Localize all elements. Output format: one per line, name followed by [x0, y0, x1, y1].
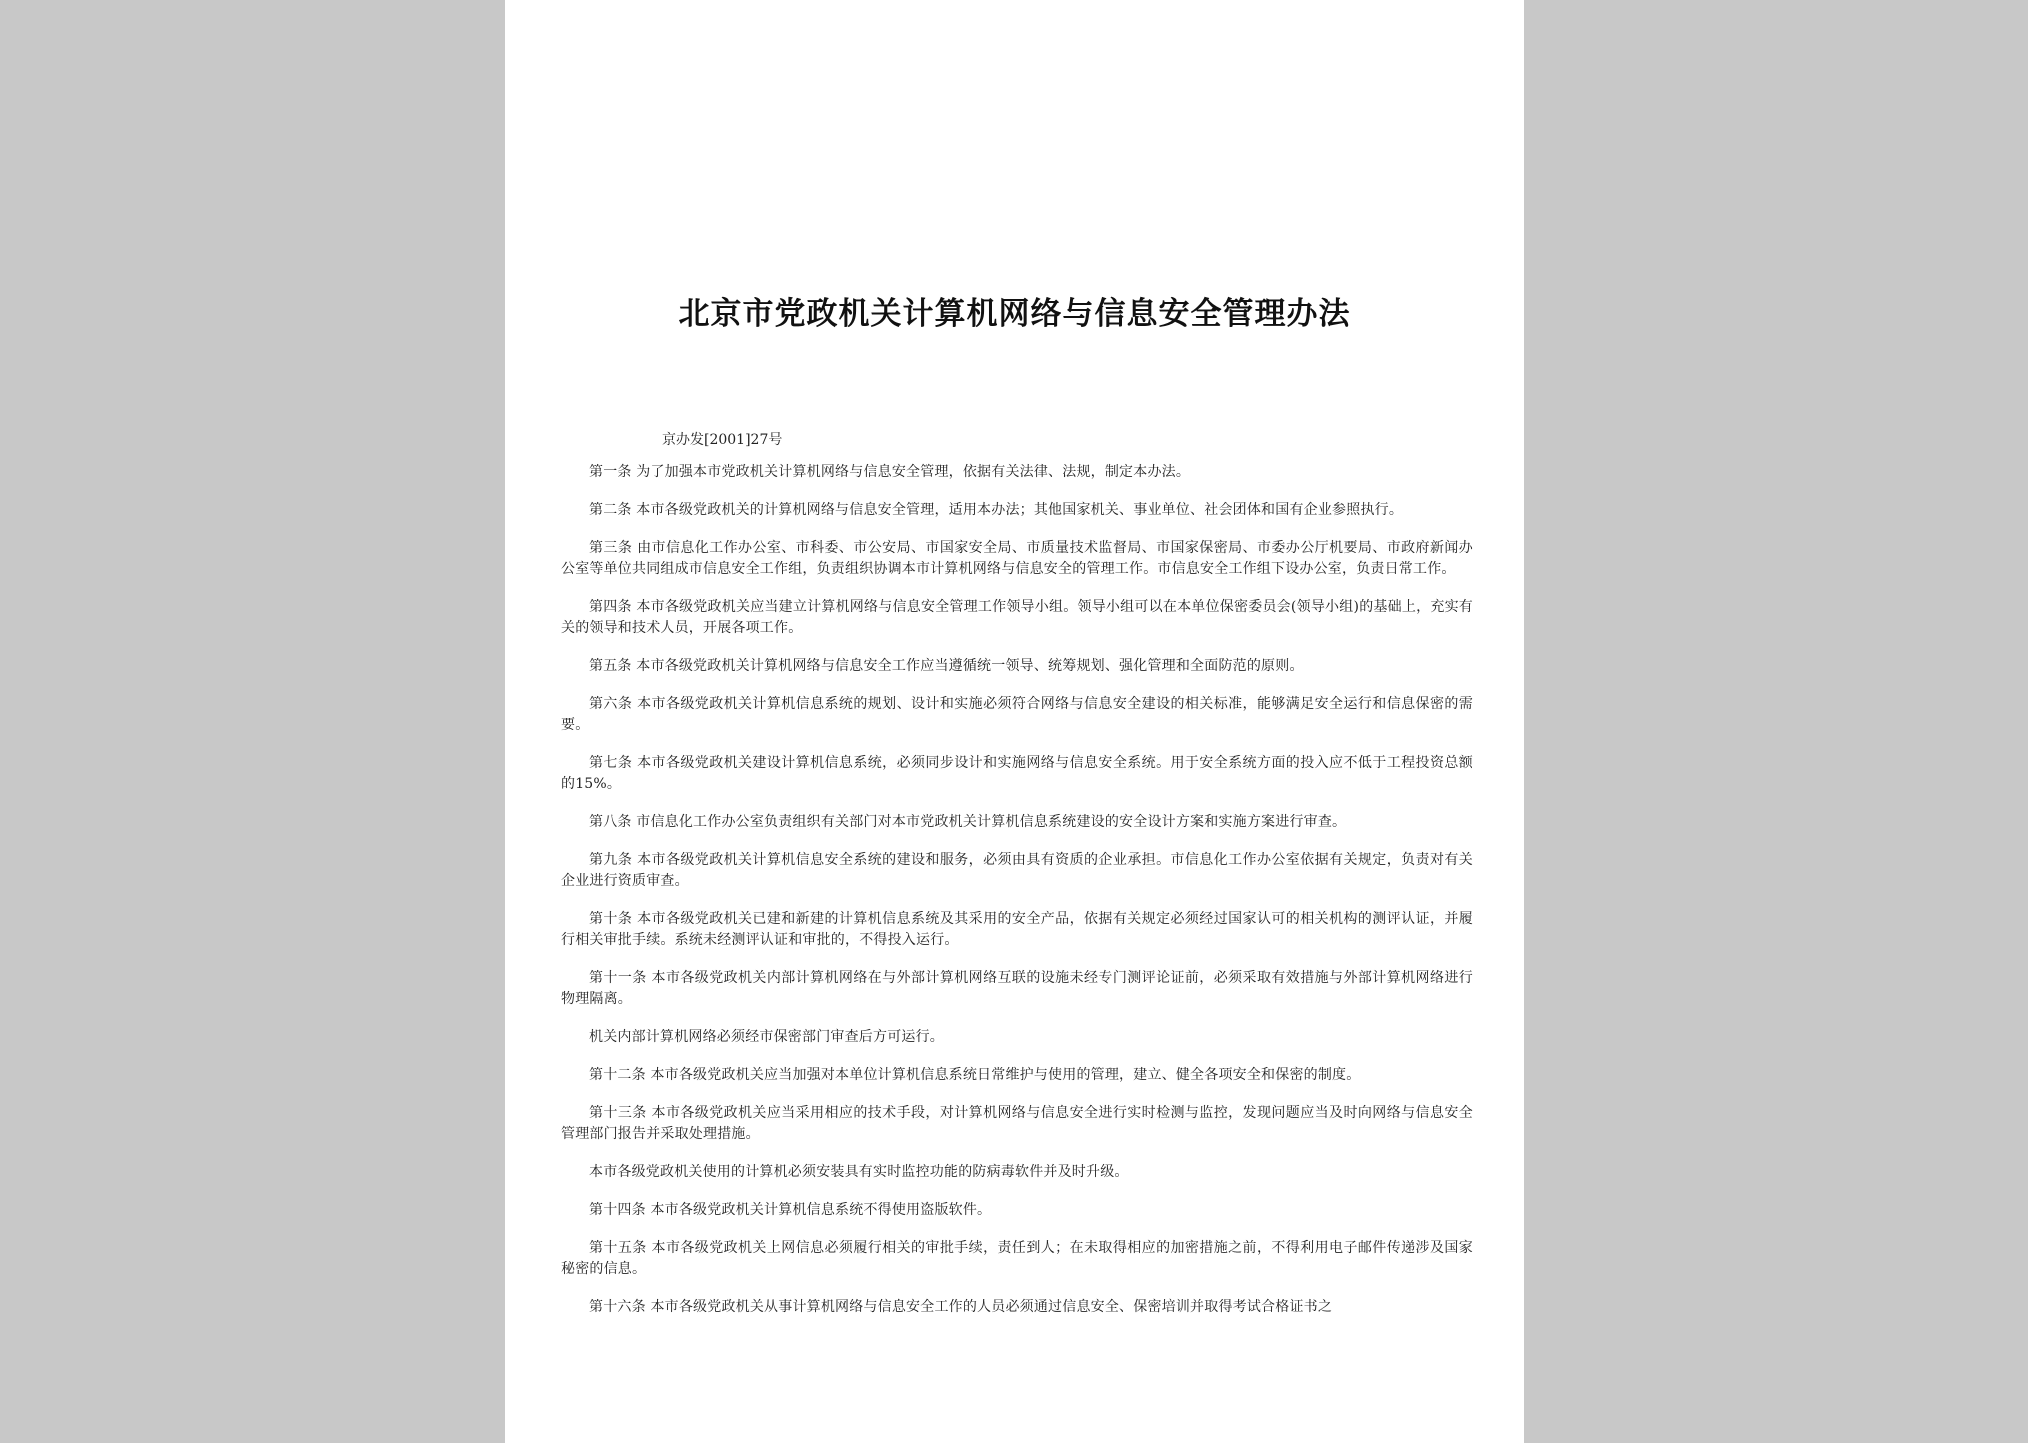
- document-number: 京办发[2001]27号: [662, 432, 783, 448]
- article-15: 第十五条 本市各级党政机关上网信息必须履行相关的审批手续，责任到人；在未取得相应的加密措施之前，不得利用电子邮件传递涉及国家秘密的信息。: [561, 1240, 1473, 1277]
- article-13: 第十三条 本市各级党政机关应当采用相应的技术手段，对计算机网络与信息安全进行实时检测与监控，发现问题应当及时向网络与信息安全管理部门报告并采取处理措施。: [561, 1105, 1473, 1142]
- article-13-clause: 本市各级党政机关使用的计算机必须安装具有实时监控功能的防病毒软件并及时升级。: [589, 1164, 1129, 1180]
- article-10: 第十条 本市各级党政机关已建和新建的计算机信息系统及其采用的安全产品，依据有关规定必须经过国家认可的相关机构的测评认证，并履行相关审批手续。系统未经测评认证和审批的，不得投入运行。: [561, 911, 1473, 948]
- article-11-clause: 机关内部计算机网络必须经市保密部门审查后方可运行。: [589, 1029, 944, 1045]
- document-title: 北京市党政机关计算机网络与信息安全管理办法: [678, 296, 1351, 332]
- article-2: 第二条 本市各级党政机关的计算机网络与信息安全管理，适用本办法；其他国家机关、事业单位、社会团体和国有企业参照执行。: [589, 502, 1404, 518]
- article-1: 第一条 为了加强本市党政机关计算机网络与信息安全管理，依据有关法律、法规，制定本办法。: [589, 464, 1191, 480]
- article-16: 第十六条 本市各级党政机关从事计算机网络与信息安全工作的人员必须通过信息安全、保密培训并取得考试合格证书之: [589, 1299, 1333, 1315]
- document-page: [505, 0, 1524, 1443]
- article-12: 第十二条 本市各级党政机关应当加强对本单位计算机信息系统日常维护与使用的管理，建立、健全各项安全和保密的制度。: [589, 1067, 1361, 1083]
- article-7: 第七条 本市各级党政机关建设计算机信息系统，必须同步设计和实施网络与信息安全系统。用于安全系统方面的投入应不低于工程投资总额的15%。: [561, 755, 1473, 792]
- article-9: 第九条 本市各级党政机关计算机信息安全系统的建设和服务，必须由具有资质的企业承担。市信息化工作办公室依据有关规定，负责对有关企业进行资质审查。: [561, 852, 1473, 889]
- article-4: 第四条 本市各级党政机关应当建立计算机网络与信息安全管理工作领导小组。领导小组可以在本单位保密委员会(领导小组)的基础上，充实有关的领导和技术人员，开展各项工作。: [561, 599, 1473, 636]
- article-5: 第五条 本市各级党政机关计算机网络与信息安全工作应当遵循统一领导、统筹规划、强化管理和全面防范的原则。: [589, 658, 1304, 674]
- document-body: [561, 462, 1473, 1335]
- article-3: 第三条 由市信息化工作办公室、市科委、市公安局、市国家安全局、市质量技术监督局、市国家保密局、市委办公厅机要局、市政府新闻办公室等单位共同组成市信息安全工作组，负责组织协调本市计算机网络与信息安全的管理工作。市信息安全工作组下设办公室，负责日常工作。: [561, 540, 1473, 577]
- article-14: 第十四条 本市各级党政机关计算机信息系统不得使用盗版软件。: [589, 1202, 992, 1218]
- article-8: 第八条 市信息化工作办公室负责组织有关部门对本市党政机关计算机信息系统建设的安全设计方案和实施方案进行审查。: [589, 814, 1347, 830]
- article-11: 第十一条 本市各级党政机关内部计算机网络在与外部计算机网络互联的设施未经专门测评论证前，必须采取有效措施与外部计算机网络进行物理隔离。: [561, 970, 1473, 1007]
- article-6: 第六条 本市各级党政机关计算机信息系统的规划、设计和实施必须符合网络与信息安全建设的相关标准，能够满足安全运行和信息保密的需要。: [561, 696, 1473, 733]
